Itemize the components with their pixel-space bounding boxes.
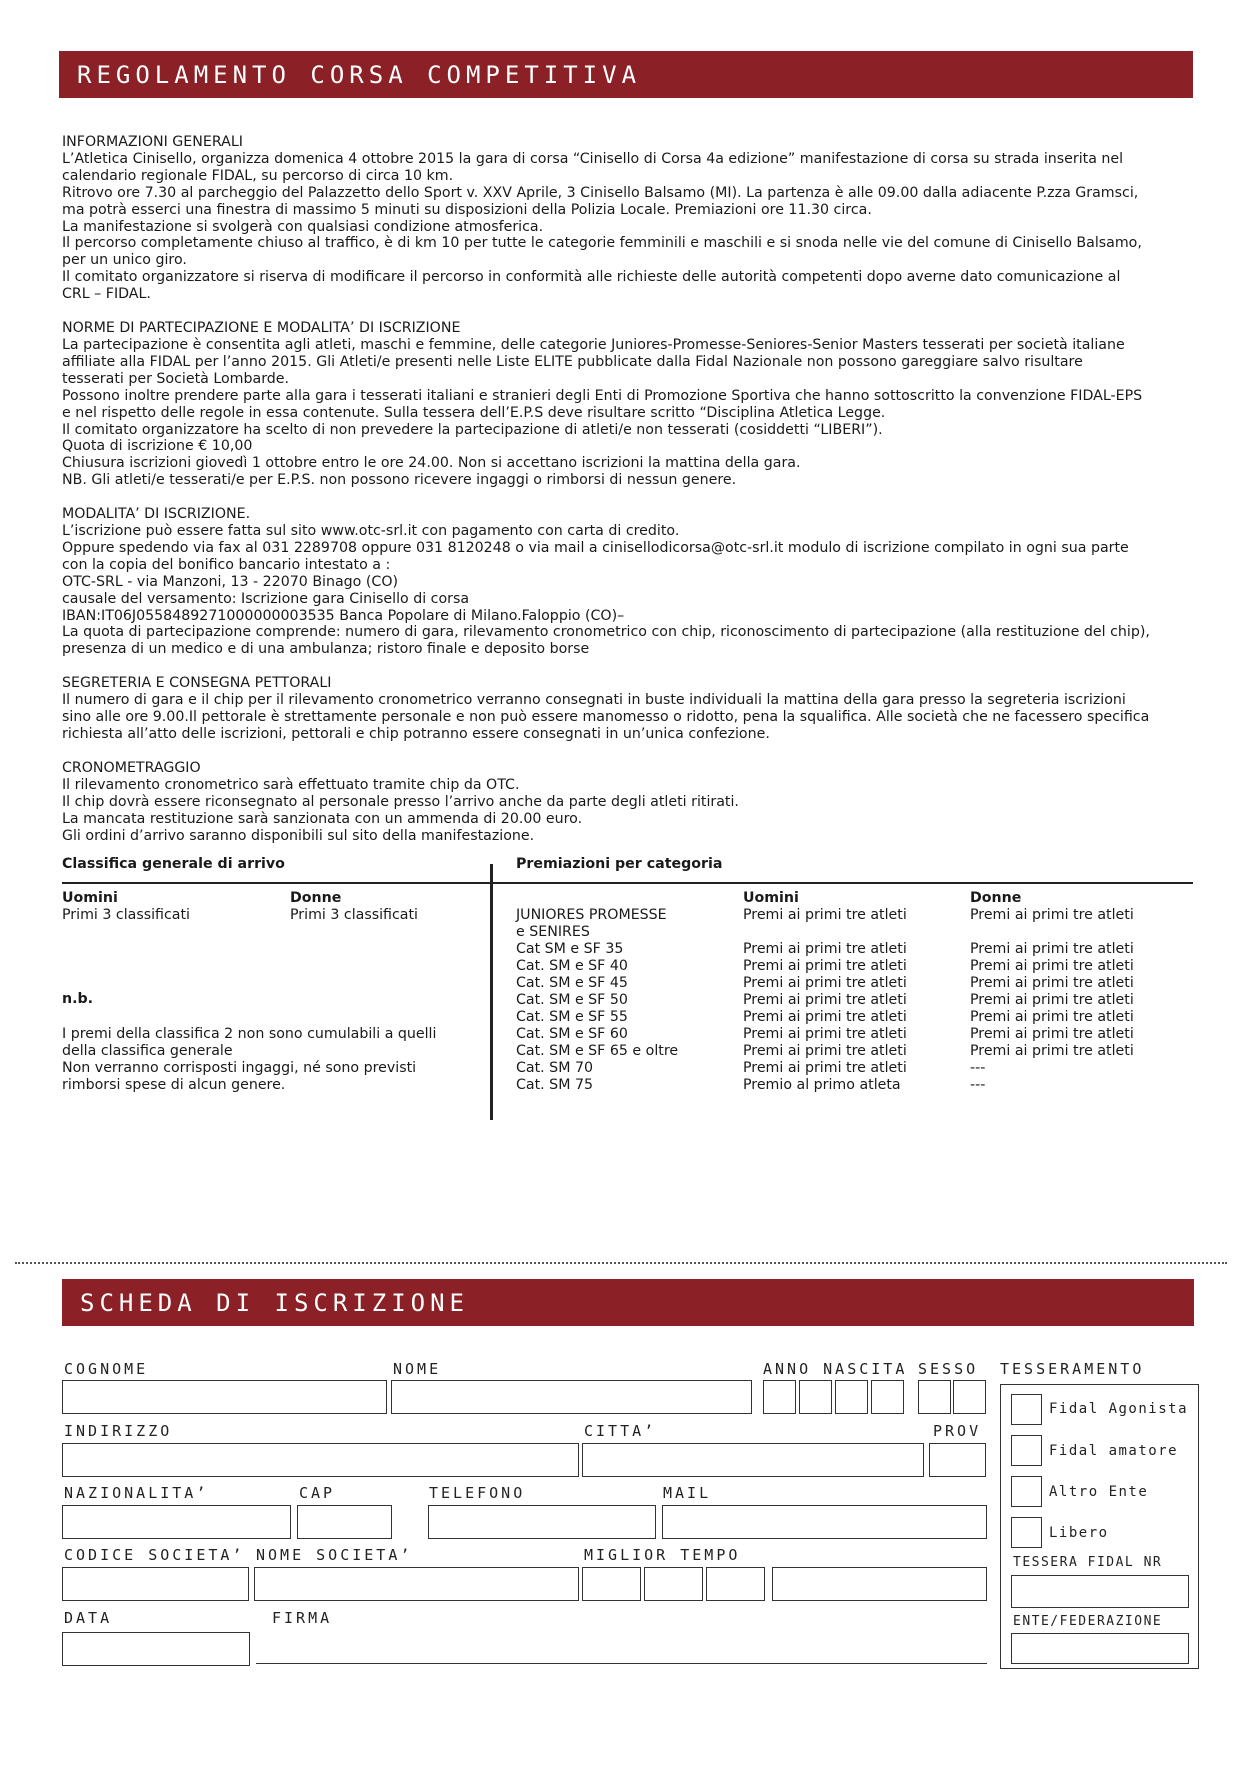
text-line: Ritrovo ore 7.30 al parcheggio del Palazzetto dello Sport v. XXV Aprile, 3 Cinisello Balsamo (MI). La partenza è alle 09.00 dalla adiacente P.zza Gramsci, xyxy=(62,184,1139,201)
text-line: tesserati per Società Lombarde. xyxy=(62,370,290,387)
section-modalita xyxy=(62,506,1202,658)
category-name: Cat. SM e SF 60 xyxy=(516,1026,628,1042)
category-women-prize: Premi ai primi tre atleti xyxy=(970,907,1134,923)
miglior-tempo-hours[interactable] xyxy=(582,1567,641,1601)
citta-input[interactable] xyxy=(582,1443,924,1477)
category-name: Cat. SM e SF 50 xyxy=(516,992,628,1008)
category-name: Cat. SM e SF 40 xyxy=(516,958,628,974)
text-line: Il numero di gara e il chip per il rilevamento cronometrico verranno consegnati in buste individuali la mattina della gara presso la segreteria iscrizioni xyxy=(62,692,1126,709)
text-line: Il rilevamento cronometrico sarà effettuato tramite chip da OTC. xyxy=(62,776,520,793)
text-line: Gli ordini d’arrivo saranno disponibili sul sito della manifestazione. xyxy=(62,827,535,844)
text-line: richiesta all’atto delle iscrizioni, pettorali e chip potranno essere consegnati in un’unica confezione. xyxy=(62,726,770,742)
text-line: NB. Gli atleti/e tesserati/e per E.P.S. non possono ricevere ingaggi o rimborsi di nessun genere. xyxy=(62,472,737,489)
text-line: per un unico giro. xyxy=(62,252,187,269)
category-name: Cat. SM 75 xyxy=(516,1077,593,1093)
text-line: affiliate alla FIDAL per l’anno 2015. Gli Atleti/e presenti nelle Liste ELITE pubblicate dalla Fidal Nazionale non possono gareggiare salvo risultare xyxy=(62,353,1083,370)
text-line: L’iscrizione può essere fatta sul sito www.otc-srl.it con pagamento con carta di credito. xyxy=(62,523,680,540)
section-cronometraggio xyxy=(62,760,1202,845)
section-heading: NORME DI PARTECIPAZIONE E MODALITA’ DI ISCRIZIONE xyxy=(62,320,461,337)
telefono-input[interactable] xyxy=(428,1505,656,1539)
label-nome-societa: NOME SOCIETA’ xyxy=(256,1546,413,1564)
nb-line: della classifica generale xyxy=(62,1043,233,1059)
category-name: Cat. SM e SF 65 e oltre xyxy=(516,1043,679,1059)
nb-title: n.b. xyxy=(62,991,94,1007)
category-men-header: Uomini xyxy=(743,890,799,906)
cut-line xyxy=(15,1262,1227,1264)
section-heading: CRONOMETRAGGIO xyxy=(62,759,201,776)
label-codice-societa: CODICE SOCIETA’ xyxy=(64,1546,245,1564)
text-line: Il chip dovrà essere riconsegnato al personale presso l’arrivo anche da parte degli atleti ritirati. xyxy=(62,793,739,810)
section-heading: SEGRETERIA E CONSEGNA PETTORALI xyxy=(62,675,332,692)
cap-input[interactable] xyxy=(297,1505,392,1539)
nome-input[interactable] xyxy=(391,1380,752,1414)
prov-input[interactable] xyxy=(929,1443,986,1477)
checkbox-libero[interactable] xyxy=(1011,1517,1042,1548)
data-input[interactable] xyxy=(62,1632,250,1666)
text-line: Quota di iscrizione € 10,00 xyxy=(62,438,253,455)
category-men-prize: Premi ai primi tre atleti xyxy=(743,1009,907,1025)
section-heading: INFORMAZIONI GENERALI xyxy=(62,134,243,150)
category-name: e SENIRES xyxy=(516,924,590,940)
text-line: L’Atletica Cinisello, organizza domenica 4 ottobre 2015 la gara di corsa “Cinisello di Corsa 4a edizione” manifestazione di corsa su strada inserita nel xyxy=(62,150,1124,167)
text-line: sino alle ore 9.00.Il pettorale è strettamente personale e non può essere manomesso o ridotto, pena la squalifica. Alle società che ne facessero specifica xyxy=(62,709,1150,726)
anno-nascita-digit[interactable] xyxy=(871,1380,904,1414)
category-name: Cat SM e SF 35 xyxy=(516,941,624,957)
men-value: Primi 3 classificati xyxy=(62,907,190,923)
label-anno-nascita: ANNO NASCITA xyxy=(763,1360,908,1378)
category-men-prize: Premi ai primi tre atleti xyxy=(743,958,907,974)
checkbox-fidal-agonista[interactable] xyxy=(1011,1394,1042,1425)
category-men-prize: Premi ai primi tre atleti xyxy=(743,992,907,1008)
category-women-prize: --- xyxy=(970,1060,986,1076)
label-cap: CAP xyxy=(299,1484,336,1502)
nazionalita-input[interactable] xyxy=(62,1505,291,1539)
cognome-input[interactable] xyxy=(62,1380,387,1414)
mail-input[interactable] xyxy=(662,1505,987,1539)
anno-nascita-digit[interactable] xyxy=(799,1380,832,1414)
nb-line: Non verranno corrisposti ingaggi, né sono previsti xyxy=(62,1060,417,1076)
option-label: Altro Ente xyxy=(1049,1484,1149,1500)
label-prov: PROV xyxy=(933,1422,982,1440)
category-women-prize: Premi ai primi tre atleti xyxy=(970,975,1134,991)
miglior-tempo-minutes[interactable] xyxy=(644,1567,703,1601)
page-title: REGOLAMENTO CORSA COMPETITIVA xyxy=(77,60,642,89)
text-line: OTC-SRL - via Manzoni, 13 - 22070 Binago (CO) xyxy=(62,573,399,590)
label-indirizzo: INDIRIZZO xyxy=(64,1422,173,1440)
text-line: Possono inoltre prendere parte alla gara i tesserati italiani e stranieri degli Enti di Promozione Sportiva che hanno sottoscritto la convenzione FIDAL-EPS xyxy=(62,387,1143,404)
sesso-input[interactable] xyxy=(918,1380,951,1414)
form-title: SCHEDA DI ISCRIZIONE xyxy=(80,1288,469,1317)
category-men-prize: Premi ai primi tre atleti xyxy=(743,941,907,957)
category-name: Cat. SM 70 xyxy=(516,1060,593,1076)
women-header: Donne xyxy=(290,890,342,906)
text-line: Oppure spedendo via fax al 031 2289708 oppure 031 8120248 o via mail a cinisellodicorsa@otc-srl.it modulo di iscrizione compilato in ogni sua parte xyxy=(62,539,1129,556)
indirizzo-input[interactable] xyxy=(62,1443,579,1477)
label-ente-federazione: ENTE/FEDERAZIONE xyxy=(1013,1614,1163,1629)
text-line: calendario regionale FIDAL, su percorso di circa 10 km. xyxy=(62,167,454,184)
regulation-text xyxy=(62,134,1202,861)
category-men-prize: Premi ai primi tre atleti xyxy=(743,1043,907,1059)
label-tessera-fidal-nr: TESSERA FIDAL NR xyxy=(1013,1555,1163,1570)
text-line: Il comitato organizzatore si riserva di modificare il percorso in conformità alle richieste delle autorità competenti dopo averne dato comunicazione al xyxy=(62,269,1121,286)
text-line: Il percorso completamente chiuso al traffico, è di km 10 per tutte le categorie femminili e maschili e si snoda nelle vie del comune di Cinisello Balsamo, xyxy=(62,235,1142,252)
section-norme xyxy=(62,320,1202,489)
text-line: Chiusura iscrizioni giovedì 1 ottobre entro le ore 24.00. Non si accettano iscrizioni la mattina della gara. xyxy=(62,455,801,472)
label-citta: CITTA’ xyxy=(584,1422,657,1440)
sesso-input[interactable] xyxy=(953,1380,986,1414)
category-women-header: Donne xyxy=(970,890,1022,906)
codice-societa-input[interactable] xyxy=(62,1567,249,1601)
label-tesseramento: TESSERAMENTO xyxy=(1000,1360,1145,1378)
section-segreteria xyxy=(62,675,1202,743)
text-line: La mancata restituzione sarà sanzionata con un ammenda di 20.00 euro. xyxy=(62,810,583,827)
nb-line: rimborsi spese di alcun genere. xyxy=(62,1077,286,1093)
category-women-prize: Premi ai primi tre atleti xyxy=(970,1026,1134,1042)
text-line: La partecipazione è consentita agli atleti, maschi e femmine, delle categorie Juniores-Promesse-Seniores-Senior Masters tesserati per società italiane xyxy=(62,336,1125,353)
text-line: presenza di un medico e di una ambulanza; ristoro finale e deposito borse xyxy=(62,641,590,658)
anno-nascita-digit[interactable] xyxy=(763,1380,796,1414)
text-line: Il comitato organizzatore ha scelto di non prevedere la partecipazione di atleti/e non tesserati (cosiddetti “LIBERI”). xyxy=(62,421,883,438)
label-nome: NOME xyxy=(393,1360,442,1378)
category-women-prize: Premi ai primi tre atleti xyxy=(970,1043,1134,1059)
category-men-prize: Premi ai primi tre atleti xyxy=(743,1060,907,1076)
label-data: DATA xyxy=(64,1609,113,1627)
awards-column-divider xyxy=(490,864,493,1120)
label-firma: FIRMA xyxy=(272,1609,333,1627)
checkbox-fidal-amatore[interactable] xyxy=(1011,1435,1042,1466)
label-miglior-tempo: MIGLIOR TEMPO xyxy=(584,1546,741,1564)
option-label: Fidal amatore xyxy=(1049,1443,1179,1459)
text-line: CRL – FIDAL. xyxy=(62,286,151,303)
text-line: e nel rispetto delle regole in essa contenute. Sulla tessera dell’E.P.S deve risultare scritto “Disciplina Atletica Legge. xyxy=(62,404,886,421)
text-line: causale del versamento: Iscrizione gara Cinisello di corsa xyxy=(62,590,470,607)
checkbox-altro-ente[interactable] xyxy=(1011,1476,1042,1507)
form-title-banner xyxy=(62,1279,1194,1326)
category-women-prize: Premi ai primi tre atleti xyxy=(970,992,1134,1008)
label-cognome: COGNOME xyxy=(64,1360,149,1378)
section-heading: MODALITA’ DI ISCRIZIONE. xyxy=(62,506,251,523)
category-women-prize: Premi ai primi tre atleti xyxy=(970,958,1134,974)
category-name: Cat. SM e SF 55 xyxy=(516,1009,628,1025)
firma-line[interactable] xyxy=(256,1663,987,1664)
nb-line: I premi della classifica 2 non sono cumulabili a quelli xyxy=(62,1026,437,1042)
category-women-prize: Premi ai primi tre atleti xyxy=(970,941,1134,957)
ente-federazione-input[interactable] xyxy=(1011,1633,1189,1664)
category-men-prize: Premi ai primi tre atleti xyxy=(743,1026,907,1042)
section-informazioni xyxy=(62,134,1202,303)
category-name: JUNIORES PROMESSE xyxy=(516,907,667,923)
text-line: ma potrà esserci una finestra di massimo 5 minuti su disposizioni della Polizia Locale. Premiazioni ore 11.30 circa. xyxy=(62,201,872,218)
page-title-banner xyxy=(59,51,1193,98)
women-value: Primi 3 classificati xyxy=(290,907,418,923)
text-line: La manifestazione si svolgerà con qualsiasi condizione atmosferica. xyxy=(62,218,544,235)
label-nazionalita: NAZIONALITA’ xyxy=(64,1484,209,1502)
label-sesso: SESSO xyxy=(918,1360,979,1378)
classifica-title: Classifica generale di arrivo xyxy=(62,856,285,872)
extra-input[interactable] xyxy=(772,1567,987,1601)
category-women-prize: Premi ai primi tre atleti xyxy=(970,1009,1134,1025)
category-men-prize: Premio al primo atleta xyxy=(743,1077,901,1093)
option-label: Libero xyxy=(1049,1525,1109,1541)
nome-societa-input[interactable] xyxy=(254,1567,579,1601)
men-header: Uomini xyxy=(62,890,118,906)
text-line: con la copia del bonifico bancario intestato a : xyxy=(62,556,391,573)
text-line: La quota di partecipazione comprende: numero di gara, rilevamento cronometrico con chip, riconoscimento di partecipazione (alla restituzione del chip), xyxy=(62,624,1150,641)
premiazioni-title: Premiazioni per categoria xyxy=(516,856,723,872)
category-women-prize: --- xyxy=(970,1077,986,1093)
label-telefono: TELEFONO xyxy=(429,1484,526,1502)
anno-nascita-digit[interactable] xyxy=(835,1380,868,1414)
miglior-tempo-seconds[interactable] xyxy=(706,1567,765,1601)
category-name: Cat. SM e SF 45 xyxy=(516,975,628,991)
category-men-prize: Premi ai primi tre atleti xyxy=(743,907,907,923)
text-line: IBAN:IT06J0558489271000000003535 Banca Popolare di Milano.Faloppio (CO)– xyxy=(62,607,625,624)
tessera-fidal-nr-input[interactable] xyxy=(1011,1575,1189,1608)
category-men-prize: Premi ai primi tre atleti xyxy=(743,975,907,991)
option-label: Fidal Agonista xyxy=(1049,1401,1189,1417)
label-mail: MAIL xyxy=(663,1484,712,1502)
awards-divider xyxy=(62,882,1193,884)
